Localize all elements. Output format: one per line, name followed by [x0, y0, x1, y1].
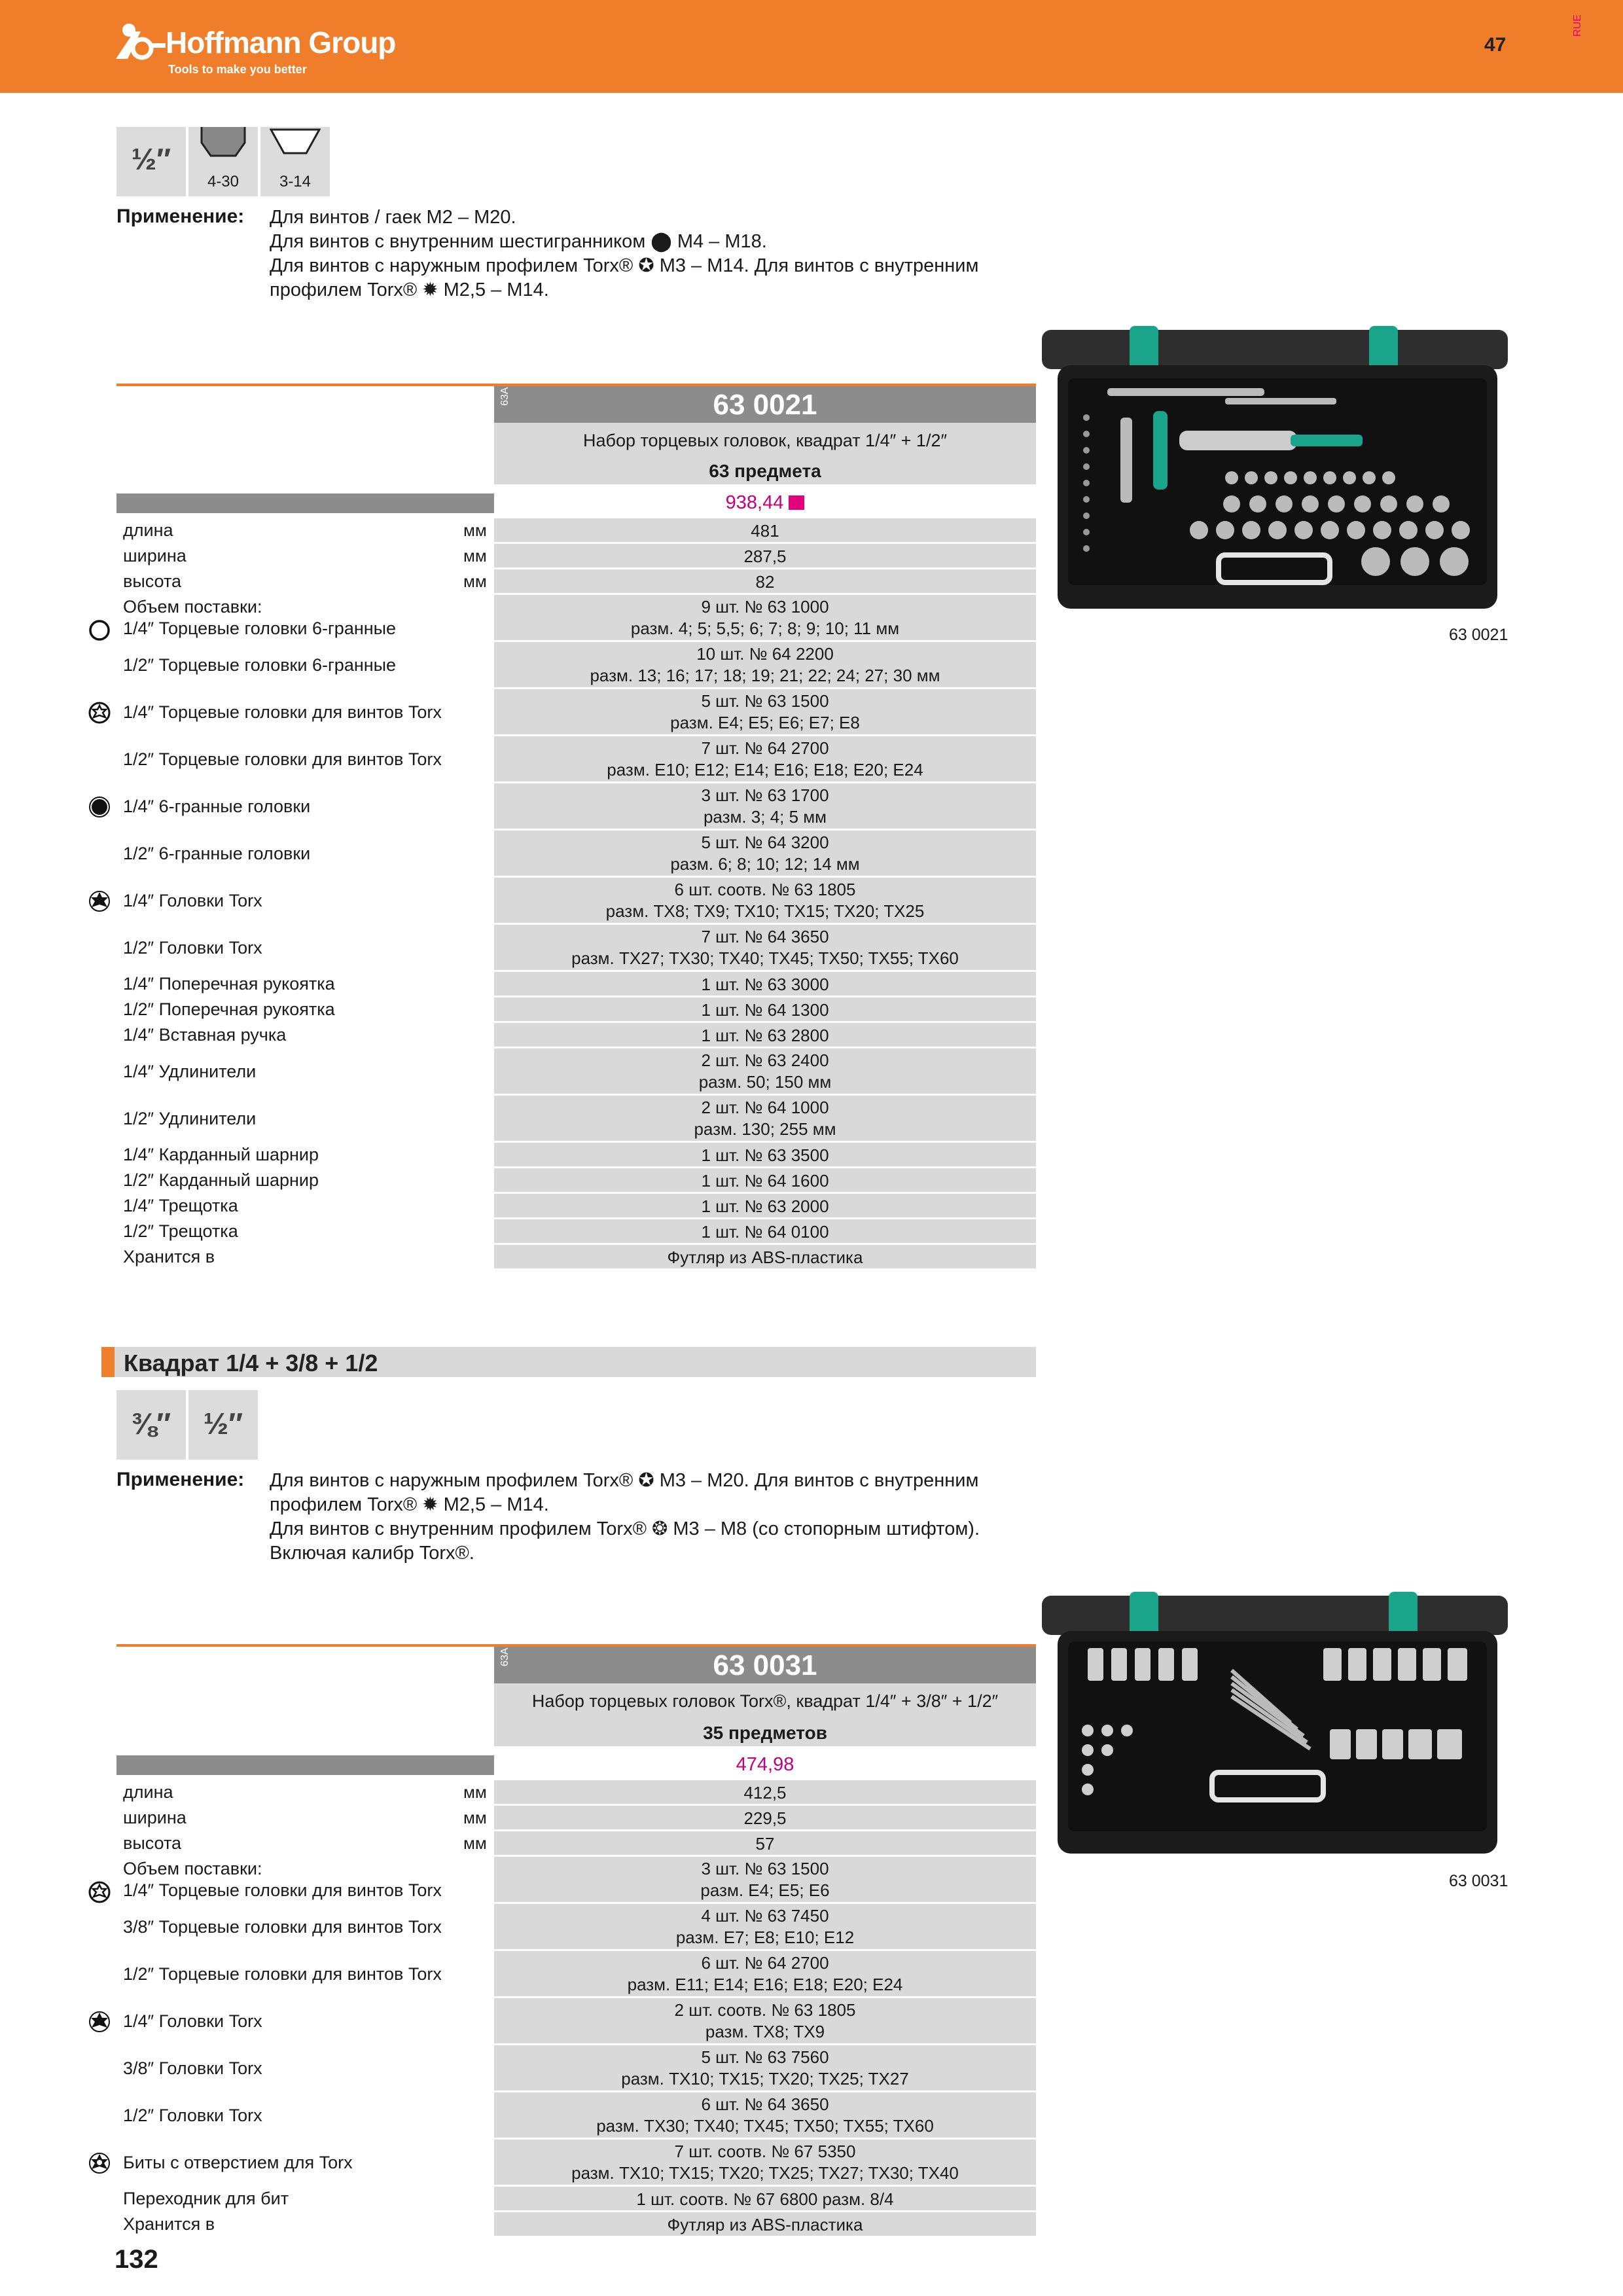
row-value: 10 шт. № 64 2200 разм. 13; 16; 17; 18; 19; 21; 22; 24; 27; 30 мм: [494, 642, 1036, 689]
row-unit: мм: [463, 520, 487, 540]
table-row: [116, 689, 1036, 736]
row-value: 6 шт. № 64 2700 разм. E11; E14; E16; E18; E20; E24: [494, 1951, 1036, 1998]
torx-external-icon: [88, 1880, 111, 1904]
row-value: 6 шт. № 64 3650 разм. TX30; TX40; TX45; TX50; TX55; TX60: [494, 2092, 1036, 2140]
table-row: [116, 1096, 1036, 1143]
piece-count: 63 предмета: [709, 461, 821, 481]
row-label: 1/2″ Торцевые головки 6-гранные: [123, 655, 397, 675]
brand-tagline: Tools to make you better: [168, 63, 307, 76]
row-value: 412,5: [494, 1780, 1036, 1806]
torx-internal-icon: [88, 889, 111, 913]
catalog-group-label: 63А: [499, 1647, 510, 1666]
table-row: [116, 1904, 1036, 1951]
article-code-bar: [494, 386, 1036, 423]
table-grey-bar: [116, 1755, 494, 1775]
table-row: [116, 1780, 1036, 1806]
drive-size-half-icon: ½″: [116, 127, 186, 196]
row-value: 229,5: [494, 1806, 1036, 1831]
torx-external-icon: [88, 701, 111, 725]
table-row: [116, 2187, 1036, 2212]
table-row: [116, 2045, 1036, 2092]
table-row: [116, 544, 1036, 569]
row-label: 1/2″ Трещотка: [123, 1221, 238, 1241]
row-value: 1 шт. соотв. № 67 6800 разм. 8/4: [494, 2187, 1036, 2212]
application-text-2: Для винтов с наружным профилем Torx® ✪ M3 – M20. Для винтов с внутренним профилем Torx® ✹ M2,5 – M14. Для винтов с внутренним профилем Torx® ❂ M3 – M8 (со стопорным штифтом). Включая калибр Torx®.: [270, 1470, 980, 1564]
row-label: 1/4″ Трещотка: [123, 1196, 238, 1215]
row-label: Объем поставки: 1/4″ Торцевые головки 6-гранные: [123, 597, 397, 638]
row-label: 3/8″ Головки Torx: [123, 2058, 262, 2078]
row-label: длина: [123, 520, 173, 540]
table-row: [116, 1143, 1036, 1168]
row-label: 1/4″ 6-гранные головки: [123, 796, 311, 816]
row-label: высота: [123, 1833, 182, 1853]
row-label: Хранится в: [123, 2214, 215, 2234]
photo-caption-2: 63 0031: [1449, 1872, 1508, 1890]
price: 474,98: [736, 1754, 794, 1775]
product-description: Набор торцевых головок, квадрат 1/4″ + 1/2″: [582, 431, 948, 450]
table-row: [116, 783, 1036, 831]
catalog-group-label: 63А: [499, 387, 510, 406]
table-row: [116, 925, 1036, 972]
row-value: Футляр из ABS-пластика: [494, 1245, 1036, 1270]
table-row: [116, 1951, 1036, 1998]
row-value: 287,5: [494, 544, 1036, 569]
row-unit: мм: [463, 1808, 487, 1827]
row-value: 1 шт. № 63 3000: [494, 972, 1036, 997]
row-label: 1/4″ Вставная ручка: [123, 1025, 287, 1045]
row-label: 1/2″ Торцевые головки для винтов Torx: [123, 749, 442, 769]
application-text-1: Для винтов / гаек M2 – M20. Для винтов с внутренним шестигранником ⬤ M4 – M18. Для винтов с наружным профилем Torx® ✪ M3 – M14. Для винтов с внутренним профилем Torx® ✹ M2,5 – M14.: [270, 207, 979, 300]
table-row: [116, 1168, 1036, 1194]
hex-key-range-icon: 3-14: [260, 127, 330, 196]
table-row: [116, 595, 1036, 642]
row-unit: мм: [463, 1782, 487, 1802]
price-cell: [494, 1754, 1036, 1776]
table-row: [116, 642, 1036, 689]
photo-caption-1: 63 0021: [1449, 626, 1508, 644]
row-label: 1/4″ Карданный шарнир: [123, 1145, 319, 1164]
row-value: 57: [494, 1831, 1036, 1857]
product-description-box: [494, 423, 1036, 484]
row-value: 7 шт. № 64 3650 разм. TX27; TX30; TX40; TX45; TX50; TX55; TX60: [494, 925, 1036, 972]
row-value: Футляр из ABS-пластика: [494, 2212, 1036, 2238]
article-code-bar: [494, 1647, 1036, 1683]
application-label-2: Применение:: [116, 1469, 245, 1490]
row-value: 1 шт. № 64 1600: [494, 1168, 1036, 1194]
article-number: 63 0031: [713, 1649, 817, 1681]
row-label: 1/2″ Карданный шарнир: [123, 1170, 319, 1190]
torx-internal-icon: [88, 2010, 111, 2034]
row-label: 1/2″ Поперечная рукоятка: [123, 999, 335, 1019]
article-number: 63 0021: [713, 389, 817, 421]
table-row: [116, 2092, 1036, 2140]
row-value: 7 шт. № 64 2700 разм. E10; E12; E14; E16; E18; E20; E24: [494, 736, 1036, 783]
hoffmann-logo[interactable]: [115, 18, 396, 77]
price-cell: [494, 492, 1036, 514]
row-label: 1/4″ Головки Torx: [123, 2011, 262, 2031]
logo-mark-icon: [115, 18, 167, 64]
table-row: [116, 972, 1036, 997]
table-row: [116, 1245, 1036, 1270]
table-row: [116, 1998, 1036, 2045]
row-value: 3 шт. № 63 1700 разм. 3; 4; 5 мм: [494, 783, 1036, 831]
hex-socket-range-icon: 4-30: [188, 127, 258, 196]
row-label: 1/2″ 6-гранные головки: [123, 843, 311, 863]
row-value: 1 шт. № 63 2800: [494, 1023, 1036, 1049]
row-label: 1/2″ Головки Torx: [123, 937, 262, 958]
section-header-bar: [101, 1347, 1036, 1377]
row-value: 7 шт. соотв. № 67 5350 разм. TX10; TX15; TX20; TX25; TX27; TX30; TX40: [494, 2140, 1036, 2187]
table-row: [116, 736, 1036, 783]
table-row: [116, 2140, 1036, 2187]
table-row: [116, 1831, 1036, 1857]
price-marker-icon: [789, 495, 804, 510]
row-value: 1 шт. № 63 3500: [494, 1143, 1036, 1168]
row-label: Объем поставки: 1/4″ Торцевые головки для винтов Torx: [123, 1859, 442, 1900]
row-label: 3/8″ Торцевые головки для винтов Torx: [123, 1916, 442, 1937]
table-row: [116, 1023, 1036, 1049]
drive-size-half-icon: ½″: [188, 1390, 258, 1460]
table-row: [116, 997, 1036, 1023]
hex-recess-profile-icon: [270, 127, 321, 160]
language-code: RUE: [1572, 14, 1583, 37]
row-label: 1/4″ Торцевые головки для винтов Torx: [123, 702, 442, 722]
row-label: 1/2″ Торцевые головки для винтов Torx: [123, 1964, 442, 1984]
table-grey-bar: [116, 493, 494, 513]
row-value: 5 шт. № 63 1500 разм. E4; E5; E6; E7; E8: [494, 689, 1036, 736]
product-photo-63-0031: [1042, 1592, 1508, 1860]
row-value: 9 шт. № 63 1000 разм. 4; 5; 5,5; 6; 7; 8; 9; 10; 11 мм: [494, 595, 1036, 642]
row-label: ширина: [123, 546, 187, 565]
row-value: 1 шт. № 64 0100: [494, 1219, 1036, 1245]
row-value: 82: [494, 569, 1036, 595]
row-label: 1/2″ Удлинители: [123, 1108, 257, 1128]
price: 938,44: [725, 492, 784, 513]
row-label: 1/4″ Головки Torx: [123, 890, 262, 910]
row-label: высота: [123, 571, 182, 591]
row-value: 5 шт. № 64 3200 разм. 6; 8; 10; 12; 14 мм: [494, 831, 1036, 878]
drive-size-three-eighths-icon: ⅜″: [116, 1390, 186, 1460]
product-description: Набор торцевых головок Torx®, квадрат 1/4″ + 3/8″ + 1/2″: [531, 1691, 999, 1711]
table-row: [116, 1194, 1036, 1219]
table-row: [116, 2212, 1036, 2238]
hex-key-icon: [88, 795, 111, 819]
section-accent: [101, 1347, 115, 1377]
page-number-top: 47: [1484, 34, 1507, 56]
row-unit: мм: [463, 1833, 487, 1853]
row-value: 481: [494, 518, 1036, 544]
row-label: Переходник для бит: [123, 2189, 289, 2208]
row-unit: мм: [463, 546, 487, 565]
row-label: длина: [123, 1782, 173, 1802]
table-row: [116, 1857, 1036, 1904]
row-label: 1/2″ Головки Torx: [123, 2105, 262, 2125]
torx-tamper-icon: [88, 2151, 111, 2175]
row-value: 4 шт. № 63 7450 разм. E7; E8; E10; E12: [494, 1904, 1036, 1951]
product-photo-63-0021: [1042, 326, 1508, 613]
row-label: ширина: [123, 1808, 187, 1827]
hex-socket-icon: [88, 619, 111, 642]
table-row: [116, 831, 1036, 878]
page-number-bottom: 132: [115, 2245, 158, 2274]
row-unit: мм: [463, 571, 487, 591]
piece-count: 35 предметов: [703, 1723, 827, 1743]
row-value: 5 шт. № 63 7560 разм. TX10; TX15; TX20; TX25; TX27: [494, 2045, 1036, 2092]
product-description-box: [494, 1683, 1036, 1746]
row-value: 6 шт. соотв. № 63 1805 разм. TX8; TX9; TX10; TX15; TX20; TX25: [494, 878, 1036, 925]
row-value: 2 шт. № 64 1000 разм. 130; 255 мм: [494, 1096, 1036, 1143]
row-label: Хранится в: [123, 1247, 215, 1266]
row-value: 3 шт. № 63 1500 разм. E4; E5; E6: [494, 1857, 1036, 1904]
application-label-1: Применение:: [116, 206, 245, 227]
row-label: Биты с отверстием для Torx: [123, 2152, 353, 2172]
brand-name: Hoffmann Group: [166, 26, 396, 60]
row-value: 1 шт. № 64 1300: [494, 997, 1036, 1023]
table-row: [116, 569, 1036, 595]
section-title: Квадрат 1/4 + 3/8 + 1/2: [124, 1350, 378, 1376]
table-row: [116, 878, 1036, 925]
table-row: [116, 1806, 1036, 1831]
row-value: 1 шт. № 63 2000: [494, 1194, 1036, 1219]
table-row: [116, 1219, 1036, 1245]
table-row: [116, 1049, 1036, 1096]
row-label: 1/4″ Удлинители: [123, 1061, 257, 1081]
row-label: 1/4″ Поперечная рукоятка: [123, 974, 335, 994]
page-header: [0, 0, 1623, 93]
table-row: [116, 518, 1036, 544]
hex-profile-icon: [199, 127, 247, 160]
row-value: 2 шт. соотв. № 63 1805 разм. TX8; TX9: [494, 1998, 1036, 2045]
row-value: 2 шт. № 63 2400 разм. 50; 150 мм: [494, 1049, 1036, 1096]
